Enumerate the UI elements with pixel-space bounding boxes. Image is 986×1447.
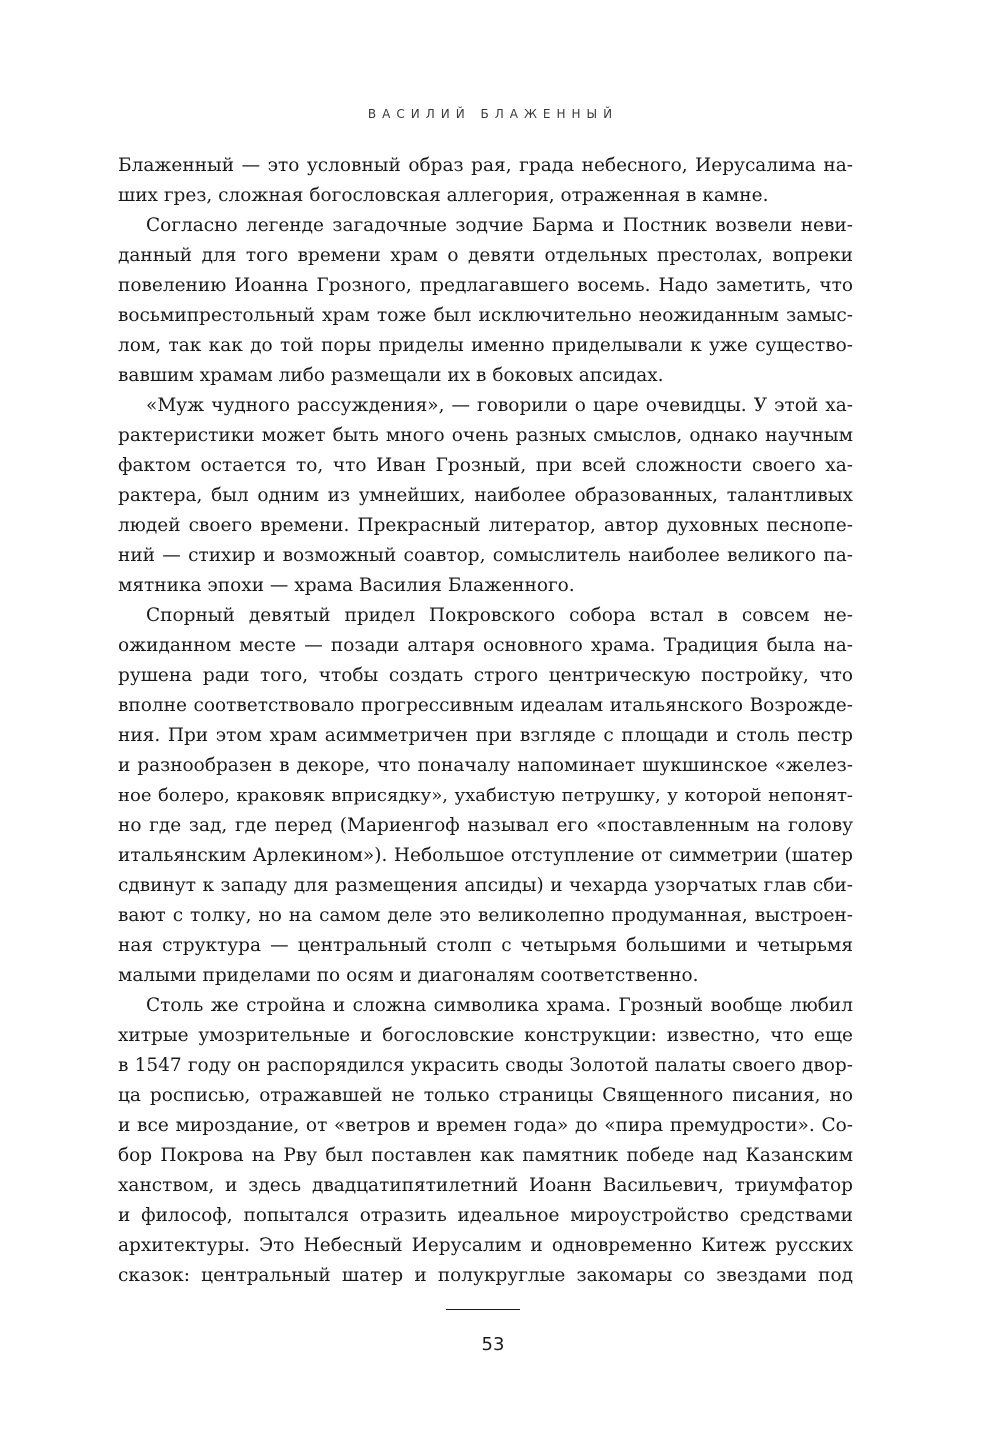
text-line: фактом остается то, что Иван Грозный, при всей сложности своего ха- (118, 455, 853, 476)
text-line: «Муж чудного рассуждения», — говорили о царе очевидцы. У этой ха- (146, 395, 853, 416)
text-line: ния. При этом храм асимметричен при взгляде с площади и столь пестр (118, 725, 853, 746)
text-line: ний — стихир и возможный соавтор, сомыслитель наиболее великого па- (118, 545, 853, 566)
text-line: вполне соответствовало прогрессивным идеалам итальянского Возрожде- (118, 695, 853, 716)
text-line: вают с толку, но на самом деле это великолепно продуманная, выстроен- (118, 905, 853, 926)
text-line: мятника эпохи — храма Василия Блаженного. (118, 575, 575, 596)
text-line: ших грез, сложная богословская аллегория, отраженная в камне. (118, 185, 769, 206)
text-line: вавшим храмам либо размещали их в боковых апсидах. (118, 365, 664, 386)
text-line: повелению Иоанна Грозного, предлагавшего восемь. Надо заметить, что (118, 275, 853, 296)
text-line: и все мироздание, от «ветров и времен года» до «пира премудрости». Со- (118, 1115, 853, 1136)
text-line: ное болеро, краковяк вприсядку», ухабистую петрушку, у которой непонят- (118, 785, 853, 806)
text-line: данный для того времени храм о девяти отдельных престолах, вопреки (118, 245, 853, 266)
text-line: бор Покрова на Рву был поставлен как памятник победе над Казанским (118, 1145, 853, 1166)
text-line: Столь же стройна и сложна символика храма. Грозный вообще любил (146, 995, 853, 1016)
text-line: и разнообразен в декоре, что поначалу напоминает шукшинское «желез- (118, 755, 853, 776)
text-line: рушена ради того, чтобы создать строго центрическую постройку, что (118, 665, 853, 686)
text-line: Блаженный — это условный образ рая, града небесного, Иерусалима на- (118, 155, 853, 176)
text-line: хитрые умозрительные и богословские конструкции: известно, что еще (118, 1025, 853, 1046)
text-line: ца росписью, отражавшей не только страницы Священного писания, но (118, 1085, 853, 1106)
text-line: ханством, и здесь двадцатипятилетний Иоанн Васильевич, триумфатор (118, 1175, 853, 1196)
text-line: ная структура — центральный столп с четырьмя большими и четырьмя (118, 935, 853, 956)
footer-rule (446, 1309, 520, 1310)
text-line: в 1547 году он распорядился украсить своды Золотой палаты своего двор- (118, 1055, 853, 1076)
running-head: ВАСИЛИЙ БЛАЖЕННЫЙ (367, 107, 619, 121)
text-line: архитектуры. Это Небесный Иерусалим и одновременно Китеж русских (118, 1235, 853, 1256)
text-line: сказок: центральный шатер и полукруглые закомары со звездами под (118, 1265, 853, 1286)
text-line: и философ, попытался отразить идеальное мироустройство средствами (118, 1205, 853, 1226)
text-line: итальянским Арлекином»). Небольшое отступление от симметрии (шатер (118, 845, 853, 866)
text-line: Спорный девятый придел Покровского собора встал в совсем не- (146, 605, 853, 626)
text-line: малыми приделами по осям и диагоналям соответственно. (118, 965, 699, 986)
text-line: рактера, был одним из умнейших, наиболее образованных, талантливых (118, 485, 853, 506)
text-line: Согласно легенде загадочные зодчие Барма и Постник возвели неви- (146, 215, 853, 236)
text-line: ожиданном месте — позади алтаря основного храма. Традиция была на- (118, 635, 853, 656)
text-line: рактеристики может быть много очень разных смыслов, однако научным (118, 425, 853, 446)
page-number: 53 (481, 1334, 505, 1355)
text-line: лом, так как до той поры приделы именно приделывали к уже существо- (118, 335, 853, 356)
body-text (118, 151, 853, 1291)
text-line: восьмипрестольный храм тоже был исключительно неожиданным замыс- (118, 305, 853, 326)
text-line: сдвинут к западу для размещения апсиды) и чехарда узорчатых глав сби- (118, 875, 853, 896)
text-line: но где зад, где перед (Мариенгоф называл его «поставленным на голову (118, 815, 853, 836)
text-line: людей своего времени. Прекрасный литератор, автор духовных песнопе- (118, 515, 853, 536)
